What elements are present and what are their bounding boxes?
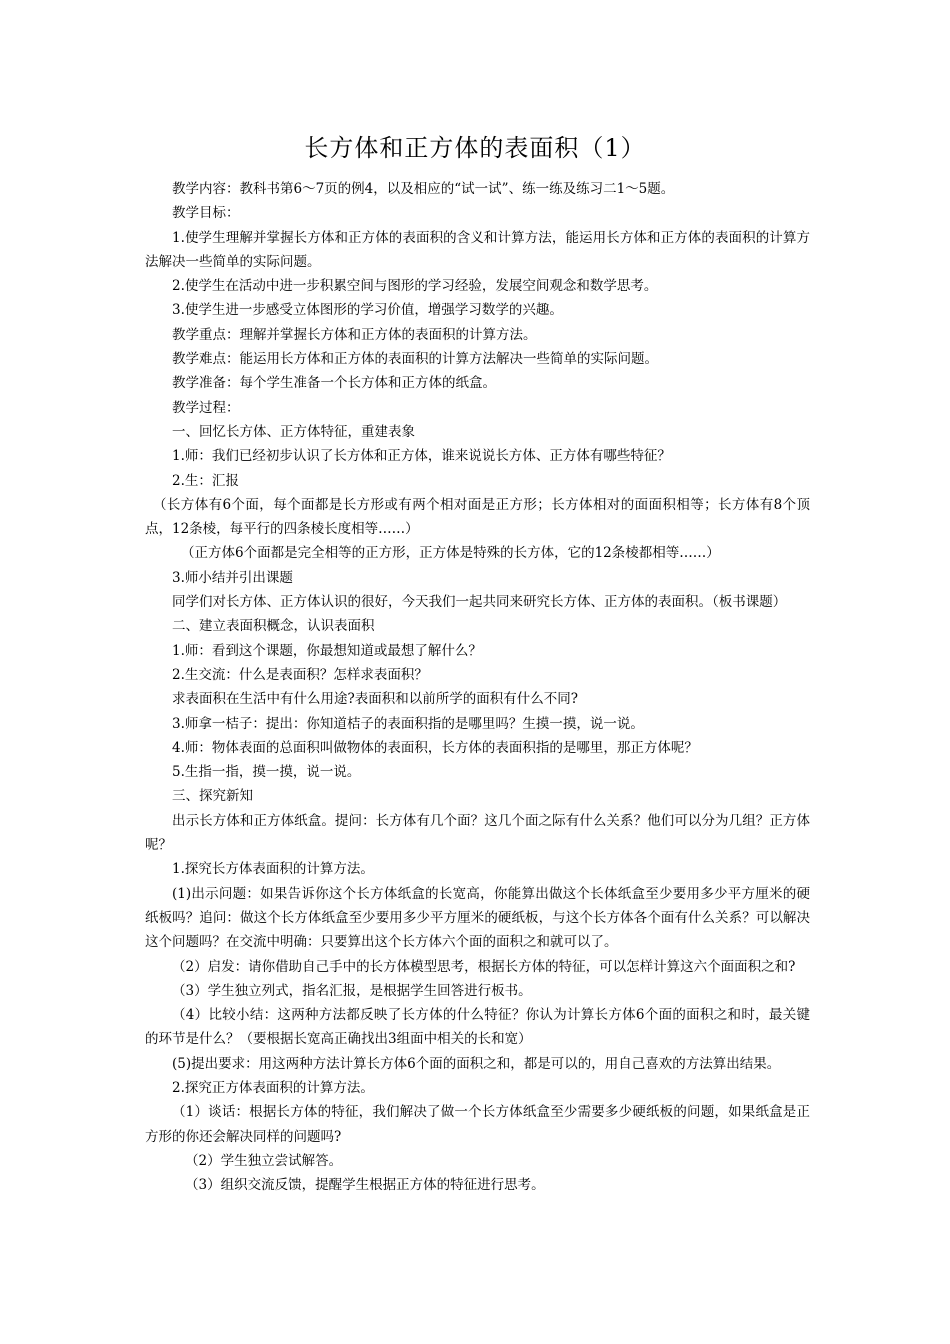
- paragraph: 1.使学生理解并掌握长方体和正方体的表面积的含义和计算方法，能运用长方体和正方体的表面积的计算方法解决一些简单的实际问题。: [145, 229, 810, 270]
- paragraph: 1.师：我们已经初步认识了长方体和正方体，谁来说说长方体、正方体有哪些特征？: [172, 448, 671, 465]
- paragraph: 2.探究正方体表面积的计算方法。: [172, 1079, 374, 1096]
- paragraph: 三、探究新知: [172, 788, 253, 805]
- paragraph: 求表面积在生活中有什么用途?表面积和以前所学的面积有什么不同?: [172, 691, 578, 708]
- paragraph: 教学准备：每个学生准备一个长方体和正方体的纸盒。: [172, 375, 496, 392]
- paragraph: 教学过程：: [172, 399, 240, 416]
- paragraph: 3.师小结并引出课题: [172, 569, 293, 586]
- paragraph: 教学内容：教科书第6～7页的例4，以及相应的“试一试”、练一练及练习二1～5题。: [172, 181, 675, 197]
- paragraph: （3）组织交流反馈，提醒学生根据正方体的特征进行思考。: [185, 1177, 545, 1194]
- paragraph: 4.师：物体表面的总面积叫做物体的表面积，长方体的表面积指的是哪里，那正方体呢？: [172, 739, 698, 756]
- paragraph: （1）谈话：根据长方体的特征，我们解决了做一个长方体纸盒至少需要多少硬纸板的问题，如果纸盒是正方形的你还会解决同样的问题吗?: [145, 1104, 810, 1145]
- document-body: [145, 177, 810, 1197]
- paragraph: （3）学生独立列式，指名汇报，是根据学生回答进行板书。: [172, 982, 532, 999]
- paragraph: 5.生指一指，摸一摸，说一说。: [172, 764, 361, 781]
- paragraph: 3.使学生进一步感受立体图形的学习价值，增强学习数学的兴趣。: [172, 302, 563, 319]
- paragraph: （2）启发：请你借助自己手中的长方体模型思考，根据长方体的特征，可以怎样计算这六个面面积之和?: [172, 958, 796, 975]
- document-title: 长方体和正方体的表面积（1）: [304, 134, 646, 162]
- paragraph: (5)提出要求：用这两种方法计算长方体6个面的面积之和，都是可以的，用自己喜欢的方法算出结果。: [172, 1055, 781, 1072]
- paragraph: （4）比较小结：这两种方法都反映了长方体的什么特征？你认为计算长方体6个面的面积之和时，最关键的环节是什么？（要根据长宽高正确找出3组面中相关的长和宽）: [145, 1007, 810, 1048]
- paragraph: 1.探究长方体表面积的计算方法。: [172, 861, 374, 878]
- paragraph: (1)出示问题：如果告诉你这个长方体纸盒的长宽高，你能算出做这个长体纸盒至少要用多少平方厘米的硬纸板吗？追问：做这个长方体纸盒至少要用多少平方厘米的硬纸板，与这个长方体各个面有什么关系？可以解决这个问题吗？在交流中明确：只要算出这个长方体六个面的面积之和就可以了。: [145, 885, 810, 951]
- paragraph: 一、回忆长方体、正方体特征，重建表象: [172, 423, 415, 440]
- paragraph: 同学们对长方体、正方体认识的很好，今天我们一起共同来研究长方体、正方体的表面积。（板书课题）: [172, 594, 787, 611]
- paragraph: 1.师：看到这个课题，你最想知道或最想了解什么？: [172, 642, 482, 659]
- paragraph: （2）学生独立尝试解答。: [185, 1152, 343, 1169]
- paragraph: 教学难点：能运用长方体和正方体的表面积的计算方法解决一些简单的实际问题。: [172, 351, 658, 368]
- paragraph: 教学目标：: [172, 205, 240, 222]
- paragraph: 2.生交流：什么是表面积？怎样求表面积？: [172, 666, 428, 683]
- paragraph: 3.师拿一桔子：提出：你知道桔子的表面积指的是哪里吗？生摸一摸，说一说。: [172, 715, 644, 732]
- paragraph: （正方体6个面都是完全相等的正方形，正方体是特殊的长方体，它的12条棱都相等……）: [181, 545, 720, 562]
- paragraph: 2.生：汇报: [172, 472, 239, 489]
- paragraph: 2.使学生在活动中进一步积累空间与图形的学习经验，发展空间观念和数学思考。: [172, 278, 658, 295]
- paragraph: 出示长方体和正方体纸盒。提问：长方体有几个面？这几个面之际有什么关系？他们可以分为几组？正方体呢？: [145, 812, 810, 854]
- paragraph: 二、建立表面积概念，认识表面积: [172, 618, 375, 635]
- paragraph: （长方体有6个面，每个面都是长方形或有两个相对面是正方形；长方体相对的面面积相等；长方体有8个顶点，12条棱，每平行的四条棱长度相等……）: [145, 496, 810, 538]
- paragraph: 教学重点：理解并掌握长方体和正方体的表面积的计算方法。: [172, 326, 537, 343]
